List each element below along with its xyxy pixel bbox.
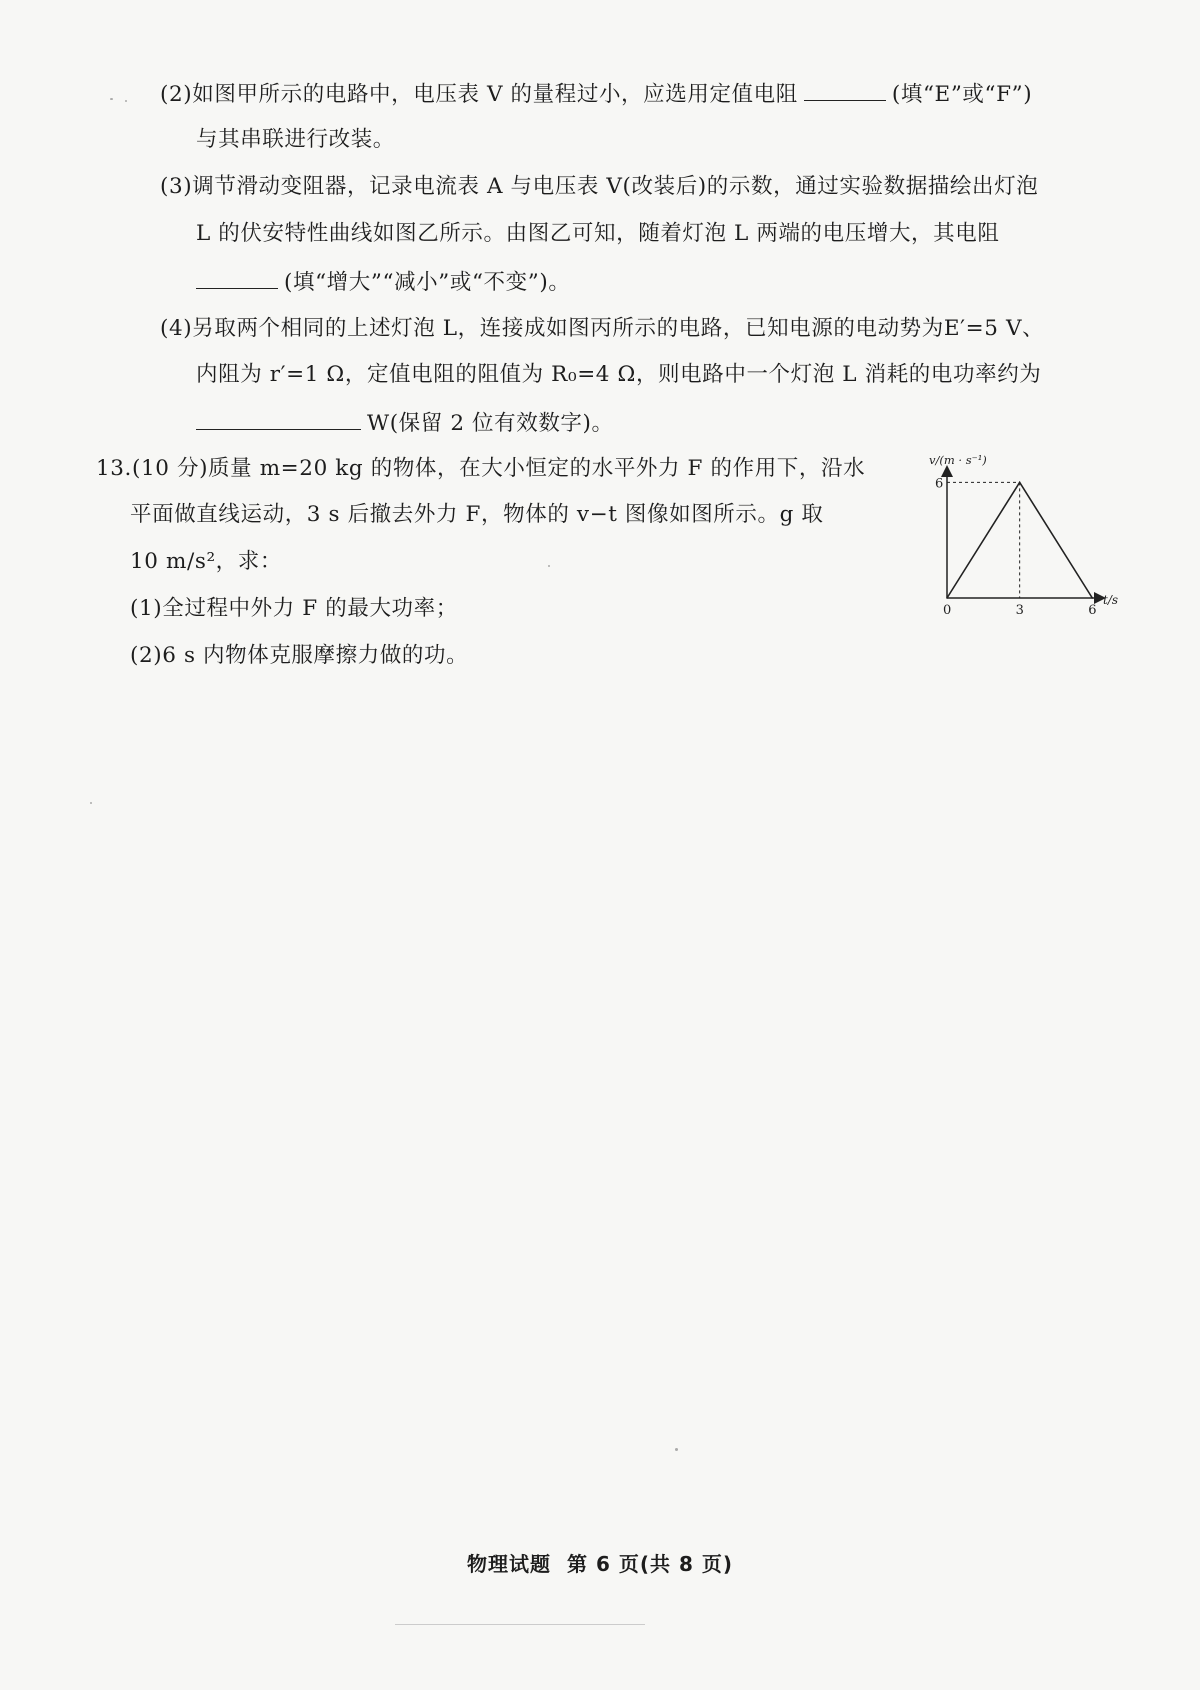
q12-part4-line2: 内阻为 r′=1 Ω，定值电阻的阻值为 R₀=4 Ω，则电路中一个灯泡 L 消耗的电功率约为 (196, 362, 1042, 387)
footer-page-number: 第 6 页(共 8 页) (567, 1552, 733, 1576)
scan-speck (675, 1448, 678, 1451)
data-point (1092, 597, 1094, 599)
q12-part2-line2: 与其串联进行改装。 (196, 127, 395, 152)
x-tick-label: 0 (943, 603, 952, 618)
q12-part4-hint: W(保留 2 位有效数字)。 (367, 411, 614, 436)
answer-blank-power[interactable] (196, 407, 361, 430)
q12-part4-line3 (196, 407, 614, 439)
q13-line2: 平面做直线运动，3 s 后撤去外力 F，物体的 v−t 图像如图所示。g 取 (130, 502, 824, 527)
answer-blank-resistor[interactable] (804, 78, 886, 101)
q12-part3-hint: (填“增大”“减小”或“不变”)。 (284, 270, 571, 295)
q13-line3: 10 m/s²，求： (130, 549, 282, 574)
q13-sub2: (2)6 s 内物体克服摩擦力做的功。 (130, 643, 469, 668)
scan-speck (110, 98, 113, 100)
velocity-time-graph (925, 452, 1125, 627)
answer-blank-resistance-trend[interactable] (196, 266, 278, 289)
x-tick-label: 3 (1015, 603, 1024, 618)
q13-header: 13.(10 分)质量 m=20 kg 的物体，在大小恒定的水平外力 F 的作用下，沿水 (96, 456, 866, 481)
y-axis-label: v/(m · s⁻¹) (929, 453, 987, 467)
q12-part2-line1 (160, 78, 1032, 110)
scan-speck (90, 802, 92, 804)
q12-part3-line2: L 的伏安特性曲线如图乙所示。由图乙可知，随着灯泡 L 两端的电压增大，其电阻 (196, 221, 1000, 246)
y-tick-label: 6 (935, 476, 944, 492)
q12-part3-line1: (3)调节滑动变阻器，记录电流表 A 与电压表 V(改装后)的示数，通过实验数据描绘出灯泡 (160, 174, 1039, 199)
x-axis-label: t/s (1103, 593, 1119, 607)
scan-speck (548, 565, 550, 567)
q12-part2-text: (2)如图甲所示的电路中，电压表 V 的量程过小，应选用定值电阻 (160, 82, 798, 107)
q12-part2-hint: (填“E”或“F”) (891, 82, 1033, 107)
x-tick-label: 6 (1088, 603, 1097, 618)
footer-subject: 物理试题 (467, 1552, 552, 1576)
q12-part3-line3 (196, 266, 570, 298)
q13-sub1: (1)全过程中外力 F 的最大功率； (130, 596, 458, 621)
scan-line (395, 1624, 645, 1625)
page-footer (0, 1548, 1200, 1577)
q12-part4-line1: (4)另取两个相同的上述灯泡 L，连接成如图丙所示的电路，已知电源的电动势为E′=5 V、 (160, 316, 1045, 341)
scan-speck (125, 100, 127, 102)
data-point (946, 597, 948, 599)
data-point (1019, 482, 1021, 484)
